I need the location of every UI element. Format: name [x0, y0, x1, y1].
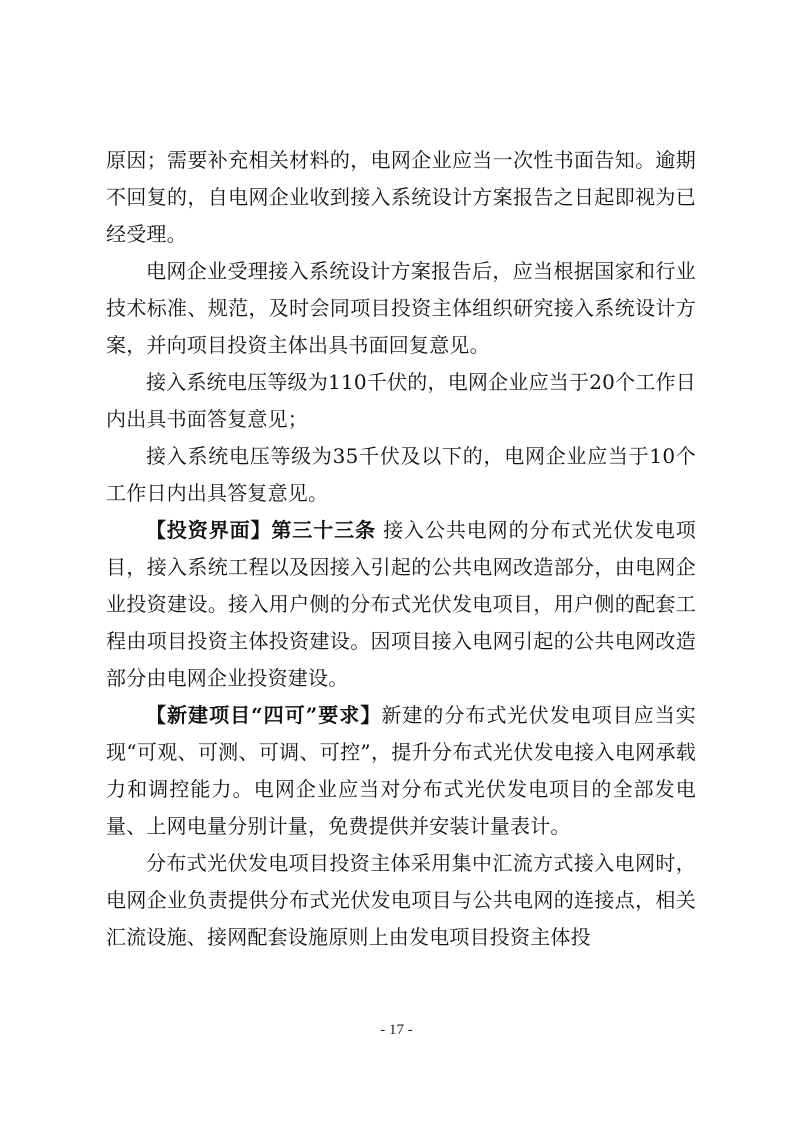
article-heading-investment-interface: 【投资界面】第三十三条 — [146, 518, 376, 542]
paragraph-6-text: 新建的分布式光伏发电项目应当实现“可观、可测、可调、可控”，提升分布式光伏发电接入电网承载力和调控能力。电网企业应当对分布式光伏发电项目的全部发电量、上网电量分别计量，免费提供并安装计量表计。 — [106, 703, 696, 838]
paragraph-4 — [106, 438, 696, 512]
paragraph-3-text: 接入系统电压等级为110千伏的，电网企业应当于20个工作日内出具书面答复意见； — [106, 370, 696, 431]
page-number: - 17 - — [380, 1022, 413, 1038]
paragraph-1 — [106, 142, 696, 253]
paragraph-4-text: 接入系统电压等级为35千伏及以下的，电网企业应当于10个工作日内出具答复意见。 — [106, 444, 696, 505]
paragraph-2 — [106, 253, 696, 364]
paragraph-5 — [106, 512, 696, 697]
paragraph-2-text: 电网企业受理接入系统设计方案报告后，应当根据国家和行业技术标准、规范，及时会同项目投资主体组织研究接入系统设计方案，并向项目投资主体出具书面回复意见。 — [106, 259, 696, 357]
paragraph-5-text: 接入公共电网的分布式光伏发电项目，接入系统工程以及因接入引起的公共电网改造部分，由电网企业投资建设。接入用户侧的分布式光伏发电项目，用户侧的配套工程由项目投资主体投资建设。因项目接入电网引起的公共电网改造部分由电网企业投资建设。 — [106, 518, 696, 690]
paragraph-7-text: 分布式光伏发电项目投资主体采用集中汇流方式接入电网时，电网企业负责提供分布式光伏发电项目与公共电网的连接点，相关汇流设施、接网配套设施原则上由发电项目投资主体投 — [106, 851, 696, 949]
body-text — [106, 142, 696, 956]
paragraph-1-text: 原因；需要补充相关材料的，电网企业应当一次性书面告知。逾期不回复的，自电网企业收到接入系统设计方案报告之日起即视为已经受理。 — [106, 148, 696, 246]
paragraph-6 — [106, 697, 696, 845]
article-heading-new-project-requirements: 【新建项目“四可”要求】 — [146, 703, 382, 727]
paragraph-7 — [106, 845, 696, 956]
paragraph-3 — [106, 364, 696, 438]
